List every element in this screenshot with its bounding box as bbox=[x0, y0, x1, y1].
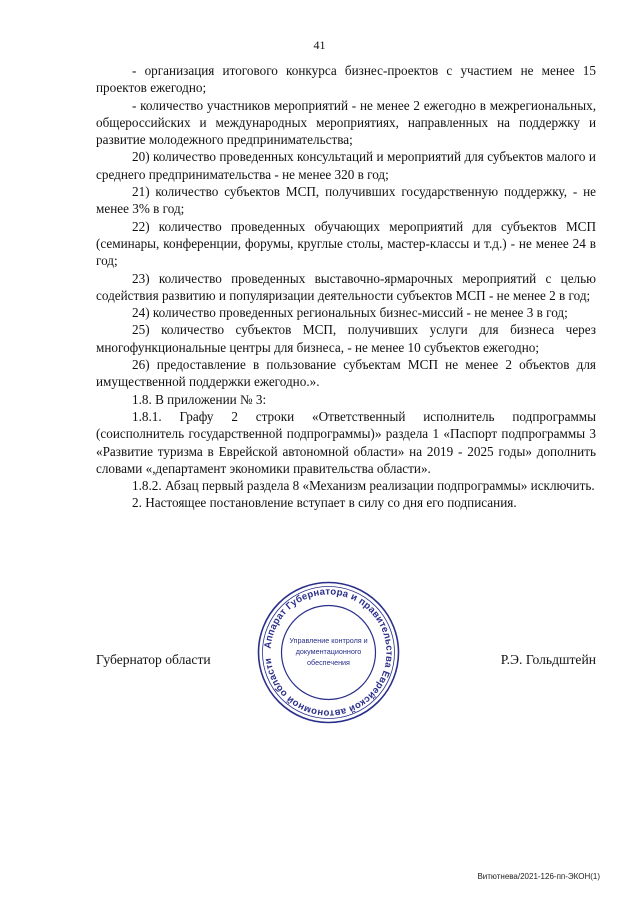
paragraph: 21) количество субъектов МСП, получивших государственную поддержку, - не менее 3% в год; bbox=[96, 184, 596, 217]
paragraph: 20) количество проведенных консультаций и мероприятий для субъектов малого и среднего предпринимательства - не менее 320 в год; bbox=[96, 149, 596, 182]
paragraph: 2. Настоящее постановление вступает в силу со дня его подписания. bbox=[132, 495, 517, 511]
paragraph: - организация итогового конкурса бизнес-проектов с участием не менее 15 проектов ежегодно; bbox=[96, 63, 596, 96]
paragraph: 1.8. В приложении № 3: bbox=[132, 391, 267, 407]
stamp-inner-line: документационного bbox=[295, 647, 362, 656]
paragraph: 1.8.2. Абзац первый раздела 8 «Механизм реализации подпрограммы» исключить. bbox=[132, 478, 595, 494]
stamp-inner-line: Управление контроля и bbox=[289, 636, 368, 645]
stamp-outer-text: Аппарат Губернатора и правительства Еврейской автономной области bbox=[262, 586, 395, 719]
paragraph: 1.8.1. Графу 2 строки «Ответственный исполнитель подпрограммы (соисполнитель государственной подпрограммы)» раздела 1 «Паспорт подпрограммы 3 «Развитие туризма в Еврейской автономной области» на 2019 - 2025 годы» дополнить словами «,департамент экономики правительства области». bbox=[96, 408, 596, 476]
page-number: 41 bbox=[313, 38, 326, 52]
paragraph: 24) количество проведенных региональных бизнес-миссий - не менее 3 в год; bbox=[132, 305, 568, 321]
paragraph: 23) количество проведенных выставочно-ярмарочных мероприятий с целью содействия развитию и популяризации деятельности субъектов МСП - не менее 2 в год; bbox=[96, 270, 596, 303]
signatory-name: Р.Э. Гольдштейн bbox=[500, 652, 596, 667]
document-body bbox=[96, 62, 596, 512]
paragraph: 22) количество проведенных обучающих мероприятий для субъектов МСП (семинары, конференции, форумы, круглые столы, мастер-классы и т.д.) - не менее 24 в год; bbox=[96, 218, 596, 269]
paragraph: - количество участников мероприятий - не менее 2 ежегодно в межрегиональных, общероссийских и международных мероприятиях, направленных на поддержку и развитие молодежного предпринимательства; bbox=[96, 97, 596, 148]
signatory-role: Губернатор области bbox=[96, 652, 211, 667]
official-stamp bbox=[256, 580, 401, 725]
paragraph: 26) предоставление в пользование субъектам МСП не менее 2 объектов для имущественной поддержки ежегодно.». bbox=[96, 357, 596, 390]
paragraph: 25) количество субъектов МСП, получивших услуги для бизнеса через многофункциональные центры для бизнеса, - не менее 10 субъектов ежегодно; bbox=[96, 322, 596, 355]
document-code: Витютнева/2021-126-пп-ЭКОН(1) bbox=[477, 872, 600, 881]
stamp-inner-line: обеспечения bbox=[307, 658, 350, 667]
